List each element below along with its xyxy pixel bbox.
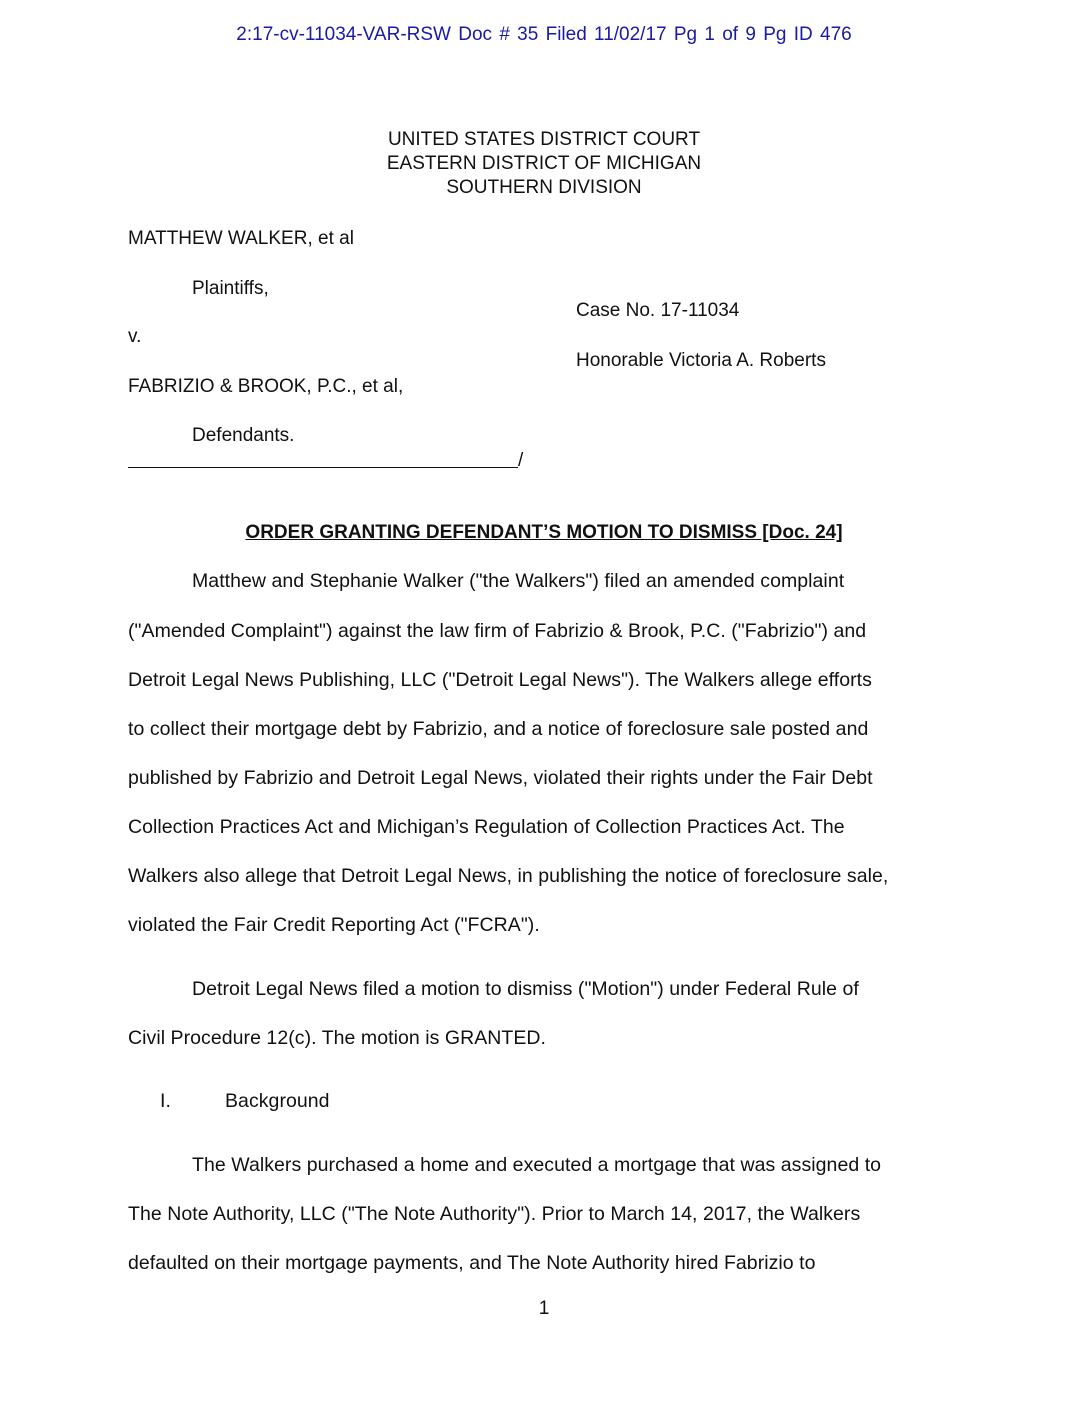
caption-defendant: FABRIZIO & BROOK, P.C., et al, — [128, 376, 404, 397]
order-title: ORDER GRANTING DEFENDANT’S MOTION TO DISMISS [Doc. 24] — [245, 522, 843, 543]
court-division-line: SOUTHERN DIVISION — [446, 177, 642, 198]
paragraph1-line: Walkers also allege that Detroit Legal News, in publishing the notice of foreclosure sale, — [128, 865, 889, 887]
paragraph1-line: published by Fabrizio and Detroit Legal News, violated their rights under the Fair Debt — [128, 767, 873, 789]
paragraph2-line: Civil Procedure 12(c). The motion is GRANTED. — [128, 1027, 547, 1049]
court-district-line: EASTERN DISTRICT OF MICHIGAN — [386, 153, 702, 174]
paragraph3-line: defaulted on their mortgage payments, and The Note Authority hired Fabrizio to — [128, 1252, 816, 1274]
caption-slash: / — [518, 450, 524, 471]
paragraph1-line: violated the Fair Credit Reporting Act ("FCRA"). — [128, 914, 540, 936]
caption-case-number: Case No. 17-11034 — [576, 300, 740, 321]
caption-versus: v. — [128, 326, 142, 347]
paragraph1-line: Collection Practices Act and Michigan’s Regulation of Collection Practices Act. The — [128, 816, 845, 838]
page-number: 1 — [538, 1298, 550, 1319]
paragraph1-line: Detroit Legal News Publishing, LLC ("Detroit Legal News"). The Walkers allege efforts — [128, 669, 872, 691]
paragraph3-line: The Walkers purchased a home and executed a mortgage that was assigned to — [192, 1154, 882, 1176]
court-name-line: UNITED STATES DISTRICT COURT — [387, 129, 701, 150]
caption-defendants-label: Defendants. — [192, 425, 295, 446]
paragraph2-line: Detroit Legal News filed a motion to dismiss ("Motion") under Federal Rule of — [192, 978, 859, 1000]
paragraph3-line: The Note Authority, LLC ("The Note Authority"). Prior to March 14, 2017, the Walkers — [128, 1203, 861, 1225]
docket-header-stamp: 2:17-cv-11034-VAR-RSW Doc # 35 Filed 11/02/17 Pg 1 of 9 Pg ID 476 — [236, 24, 852, 45]
paragraph1-line: ("Amended Complaint") against the law firm of Fabrizio & Brook, P.C. ("Fabrizio") and — [128, 620, 867, 642]
paragraph1-line: to collect their mortgage debt by Fabrizio, and a notice of foreclosure sale posted and — [128, 718, 869, 740]
paragraph1-line: Matthew and Stephanie Walker ("the Walkers") filed an amended complaint — [192, 570, 845, 592]
section-number: I. — [160, 1090, 171, 1112]
caption-signature-line — [128, 467, 518, 468]
caption-plaintiffs-label: Plaintiffs, — [192, 278, 269, 299]
caption-judge: Honorable Victoria A. Roberts — [576, 350, 826, 371]
caption-plaintiff: MATTHEW WALKER, et al — [128, 228, 354, 249]
section-title: Background — [225, 1090, 330, 1112]
